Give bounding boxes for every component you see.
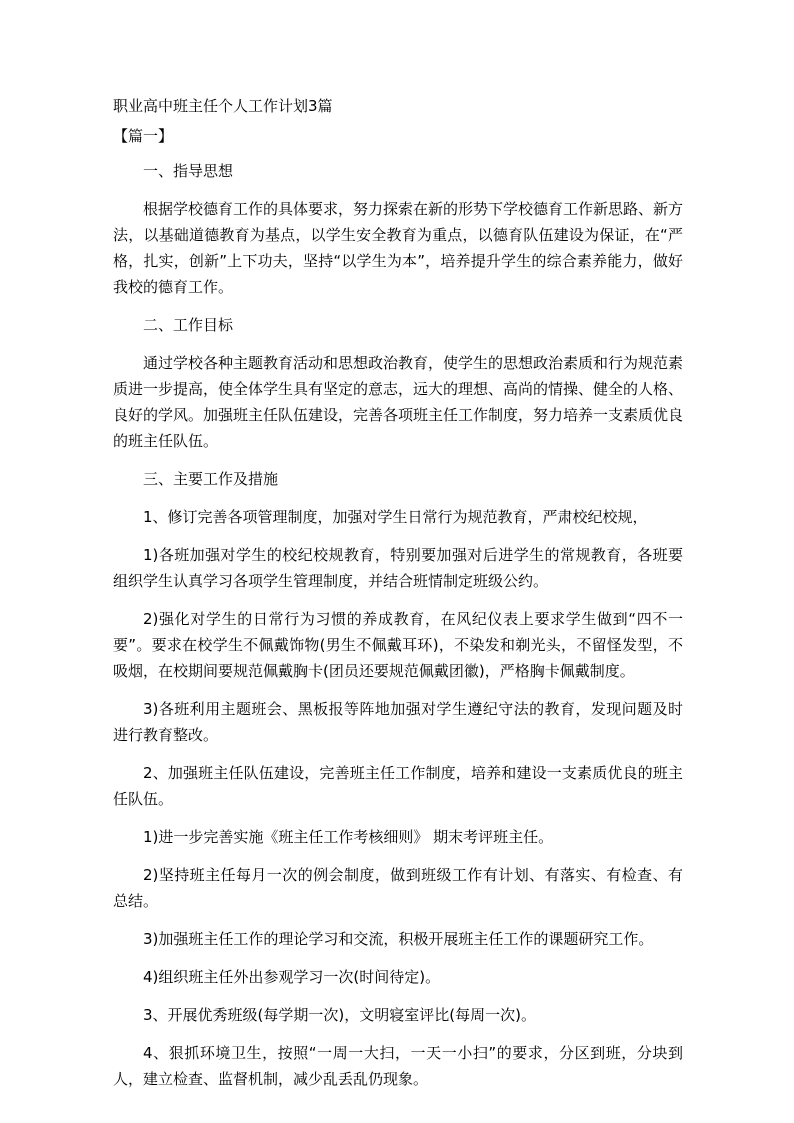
paragraph: 1)进一步完善实施《班主任工作考核细则》 期末考评班主任。 [143, 828, 554, 846]
heading-work-goals: 二、工作目标 [143, 316, 234, 334]
paragraph: 根据学校德育工作的具体要求，努力探索在新的形势下学校德育工作新思路、新方法，以基础道德教育为基点，以学生安全教育为重点，以德育队伍建设为保证，在“严格，扎实，创新”上下功夫，坚持“以学生为本”，培养提升学生的综合素养能力，做好我校的德育工作。 [113, 200, 684, 296]
paragraph: 3)加强班主任工作的理论学习和交流，积极开展班主任工作的课题研究工作。 [143, 930, 654, 948]
paragraph: 4)组织班主任外出参观学习一次(时间待定)。 [143, 968, 441, 986]
paragraph: 3、开展优秀班级(每学期一次)，文明寝室评比(每周一次)。 [143, 1006, 536, 1024]
section-label: 【篇一】 [113, 127, 174, 145]
paragraph: 1、修订完善各项管理制度，加强对学生日常行为规范教育，严肃校纪校规， [143, 508, 648, 526]
document-title: 职业高中班主任个人工作计划3篇 [113, 97, 333, 115]
paragraph: 通过学校各种主题教育活动和思想政治教育，使学生的思想政治素质和行为规范素质进一步提高，使全体学生具有坚定的意志，远大的理想、高尚的情操、健全的人格、良好的学风。加强班主任队伍建设，完善各项班主任工作制度，努力培养一支素质优良的班主任队伍。 [113, 354, 684, 450]
document-page [113, 96, 683, 1104]
heading-guiding-ideology: 一、指导思想 [143, 162, 234, 180]
paragraph: 2)强化对学生的日常行为习惯的养成教育，在风纪仪表上要求学生做到“四不一要”。要求在校学生不佩戴饰物(男生不佩戴耳环)，不染发和剃光头，不留怪发型，不吸烟，在校期间要规范佩戴胸卡(团员还要规范佩戴团徽)，严格胸卡佩戴制度。 [113, 610, 683, 680]
paragraph: 2)坚持班主任每月一次的例会制度，做到班级工作有计划、有落实、有检查、有总结。 [113, 866, 683, 910]
paragraph: 4、狠抓环境卫生，按照“一周一大扫，一天一小扫”的要求，分区到班，分块到人，建立检查、监督机制，减少乱丢乱仍现象。 [113, 1044, 683, 1088]
paragraph: 1)各班加强对学生的校纪校规教育，特别要加强对后进学生的常规教育，各班要组织学生认真学习各项学生管理制度，并结合班情制定班级公约。 [113, 546, 683, 590]
heading-main-work-measures: 三、主要工作及措施 [143, 470, 279, 488]
paragraph: 3)各班利用主题班会、黑板报等阵地加强对学生遵纪守法的教育，发现问题及时进行教育整改。 [113, 700, 683, 744]
paragraph: 2、加强班主任队伍建设，完善班主任工作制度，培养和建设一支素质优良的班主任队伍。 [113, 764, 683, 808]
